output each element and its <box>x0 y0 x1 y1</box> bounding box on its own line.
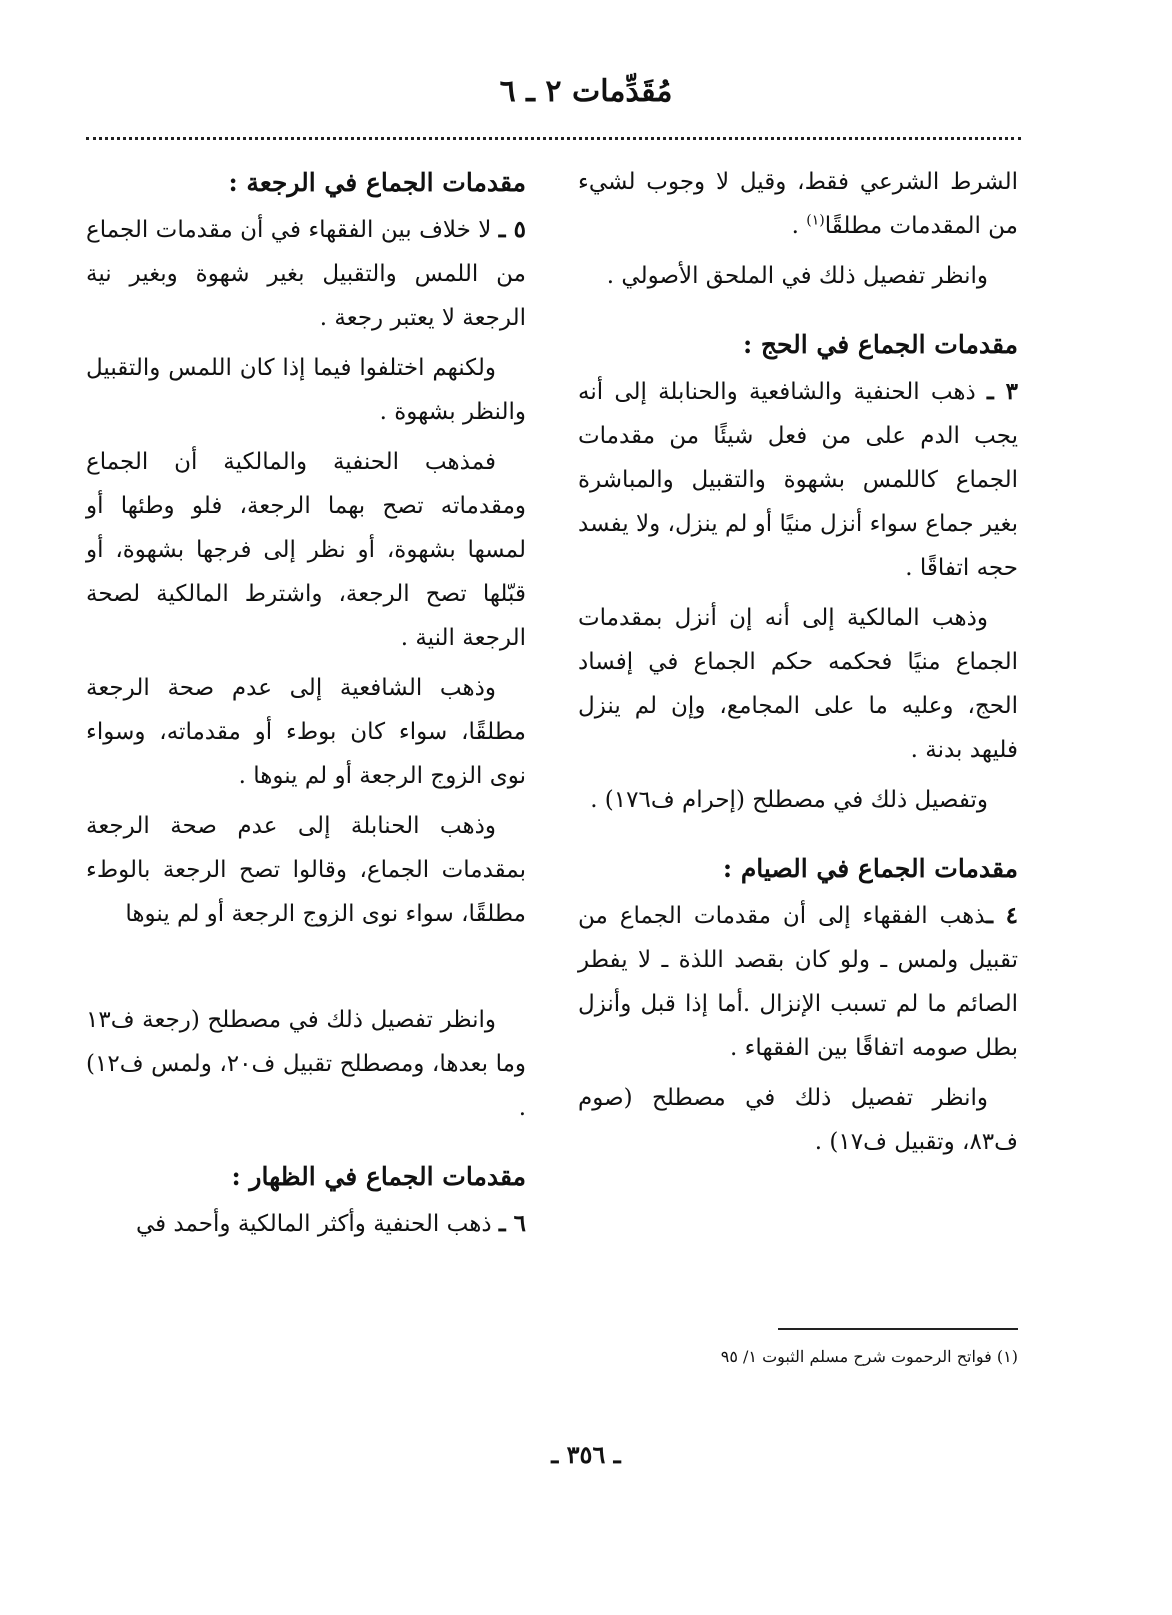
footnote-rule <box>778 1328 1018 1330</box>
paragraph: وتفصيل ذلك في مصطلح (إحرام ف١٧٦) . <box>590 787 988 813</box>
paragraph: وذهب المالكية إلى أنه إن أنزل بمقدمات الجماع منيًا فحكمه حكم الجماع في إفساد الحج، وعليه ما على المجامع، وإن لم ينزل فليهد بدنة . <box>578 605 1018 763</box>
paragraph-text: ذهب الفقهاء إلى أن مقدمات الجماع من تقبيل ولمس ـ ولو كان بقصد اللذة ـ لا يفطر الصائم ما لم تسبب الإنزال .أما إذا قبل وأنزل بطل صومه اتفاقًا بين الفقهاء . <box>578 903 1018 1061</box>
paragraph <box>578 894 1018 1070</box>
paragraph-number: ٦ ـ <box>498 1210 526 1237</box>
paragraph: فمذهب الحنفية والمالكية أن الجماع ومقدماته تصح بهما الرجعة، فلو وطئها أو لمسها بشهوة، أو نظر إلى فرجها بشهوة، أو قبّلها تصح الرجعة، واشترط المالكية لصحة الرجعة النية . <box>86 449 526 651</box>
paragraph <box>86 1202 526 1246</box>
paragraph: وذهب الشافعية إلى عدم صحة الرجعة مطلقًا، سواء كان بوطء أو مقدماته، وسواء نوى الزوج الرجعة أو لم ينوها . <box>86 675 526 789</box>
paragraph: وانظر تفصيل ذلك في مصطلح (صوم ف٨٣، وتقبيل ف١٧) . <box>578 1085 1018 1155</box>
running-head: مُقَدِّمات ٢ ـ ٦ <box>499 74 673 109</box>
page-number: ـ ٣٥٦ ـ <box>551 1440 621 1469</box>
paragraph-number: ٤ ـ <box>986 902 1019 929</box>
paragraph: وانظر تفصيل ذلك في الملحق الأصولي . <box>606 263 988 289</box>
section-heading-rajaa: مقدمات الجماع في الرجعة : <box>228 168 526 197</box>
paragraph-number: ٣ ـ <box>987 378 1018 405</box>
section-heading-siyam: مقدمات الجماع في الصيام : <box>722 854 1018 883</box>
paragraph <box>578 370 1018 590</box>
left-column <box>86 160 526 1252</box>
paragraph: ولكنهم اختلفوا فيما إذا كان اللمس والتقبيل والنظر بشهوة . <box>86 355 526 425</box>
right-column <box>578 160 1018 1170</box>
section-heading-hajj: مقدمات الجماع في الحج : <box>742 330 1018 359</box>
spacer <box>86 942 526 998</box>
paragraph-text: ذهب الحنفية وأكثر المالكية وأحمد في <box>135 1211 499 1237</box>
paragraph-text: الشرط الشرعي فقط، وقيل لا وجوب لشيء من المقدمات مطلقًا <box>578 169 1018 239</box>
paragraph <box>578 160 1018 248</box>
paragraph-end: . <box>791 213 807 239</box>
paragraph <box>86 208 526 340</box>
paragraph-text: لا خلاف بين الفقهاء في أن مقدمات الجماع من اللمس والتقبيل بغير شهوة وبغير نية الرجعة لا يعتبر رجعة . <box>86 217 526 331</box>
header-dotted-rule <box>86 137 1021 140</box>
paragraph: وانظر تفصيل ذلك في مصطلح (رجعة ف١٣ وما بعدها، ومصطلح تقبيل ف٢٠، ولمس ف١٢) . <box>86 1007 526 1121</box>
footnote-ref[interactable]: (١) <box>806 212 825 229</box>
paragraph-text: ذهب الحنفية والشافعية والحنابلة إلى أنه يجب الدم على من فعل شيئًا من مقدمات الجماع كاللمس بشهوة والتقبيل والمباشرة بغير جماع سواء أنزل منيًا أو لم ينزل، ولا يفسد حجه اتفاقًا . <box>578 379 1018 581</box>
footnote: (١) فواتح الرحموت شرح مسلم الثبوت ١/ ٩٥ <box>720 1347 1018 1366</box>
section-heading-zihar: مقدمات الجماع في الظهار : <box>231 1162 526 1191</box>
paragraph: وذهب الحنابلة إلى عدم صحة الرجعة بمقدمات الجماع، وقالوا تصح الرجعة بالوطء مطلقًا، سواء نوى الزوج الرجعة أو لم ينوها <box>86 813 526 927</box>
paragraph-number: ٥ ـ <box>498 216 526 243</box>
